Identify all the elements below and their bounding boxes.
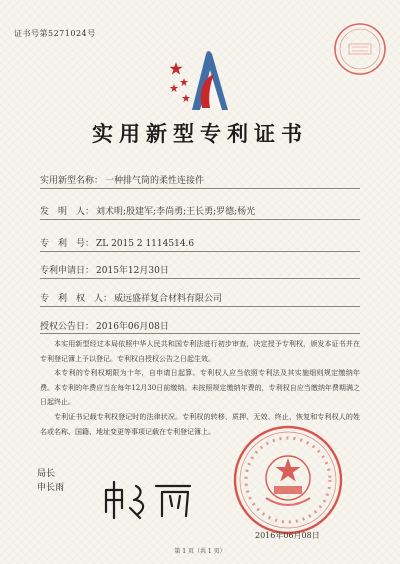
body-paragraph: 本实用新型经过本局依照中华人民共和国专利法进行初步审查，决定授予专利权，颁发本证书并在专利登记簿上予以登记。专利权自授权公告之日起生效。 (40, 340, 360, 363)
patent-office-logo-icon (162, 40, 240, 118)
body-paragraph: 专利证书记载专利权登记时的法律状况。专利权的转移、质押、无效、终止、恢复和专利权人的姓名或名称、国籍、地址变更等事项记载在专利登记簿上。 (40, 412, 360, 436)
divider (40, 333, 360, 334)
field-grant-date: 授权公告日： 2016年06月08日 (40, 322, 169, 332)
divider (40, 251, 360, 252)
field-patent-number: 专 利 号： ZL 2015 2 1114514.6 (40, 239, 195, 249)
certificate-number: 证书号第5271024号 (14, 29, 96, 38)
page-footer: 第 1 页（共 1 页） (174, 548, 226, 555)
handwritten-signature-icon (100, 478, 200, 520)
body-paragraph: 本专利的专利权期限为十年，自申请日起算。专利权人应当依照专利法及其实施细则规定缴纳年费。本专利的年费应当在每年12月30日前缴纳。未按照规定缴纳年费的，专利权自应当缴纳年费期满之日起终止。 (40, 369, 360, 407)
official-seal-icon (232, 424, 344, 536)
signatory-role: 局长 (37, 469, 56, 479)
field-patentee: 专 利 权 人： 威远盛祥复合材料有限公司 (40, 294, 223, 304)
divider (40, 188, 360, 189)
divider (40, 219, 360, 220)
corner-seal-icon (333, 22, 387, 76)
field-utility-model-name: 实用新型名称： 一种排气筒的柔性连接件 (40, 176, 205, 186)
field-inventors: 发 明 人： 刘术明;殷建军;李尚勇;王长勇;罗德;杨光 (40, 207, 256, 217)
certificate-title: 实用新型专利证书 (92, 121, 308, 146)
divider (40, 306, 360, 307)
signatory-name: 申长雨 (37, 483, 65, 493)
field-application-date: 专利申请日： 2015年12月30日 (40, 266, 169, 276)
seal-date: 2016年06月08日 (255, 531, 320, 540)
divider (40, 278, 360, 279)
